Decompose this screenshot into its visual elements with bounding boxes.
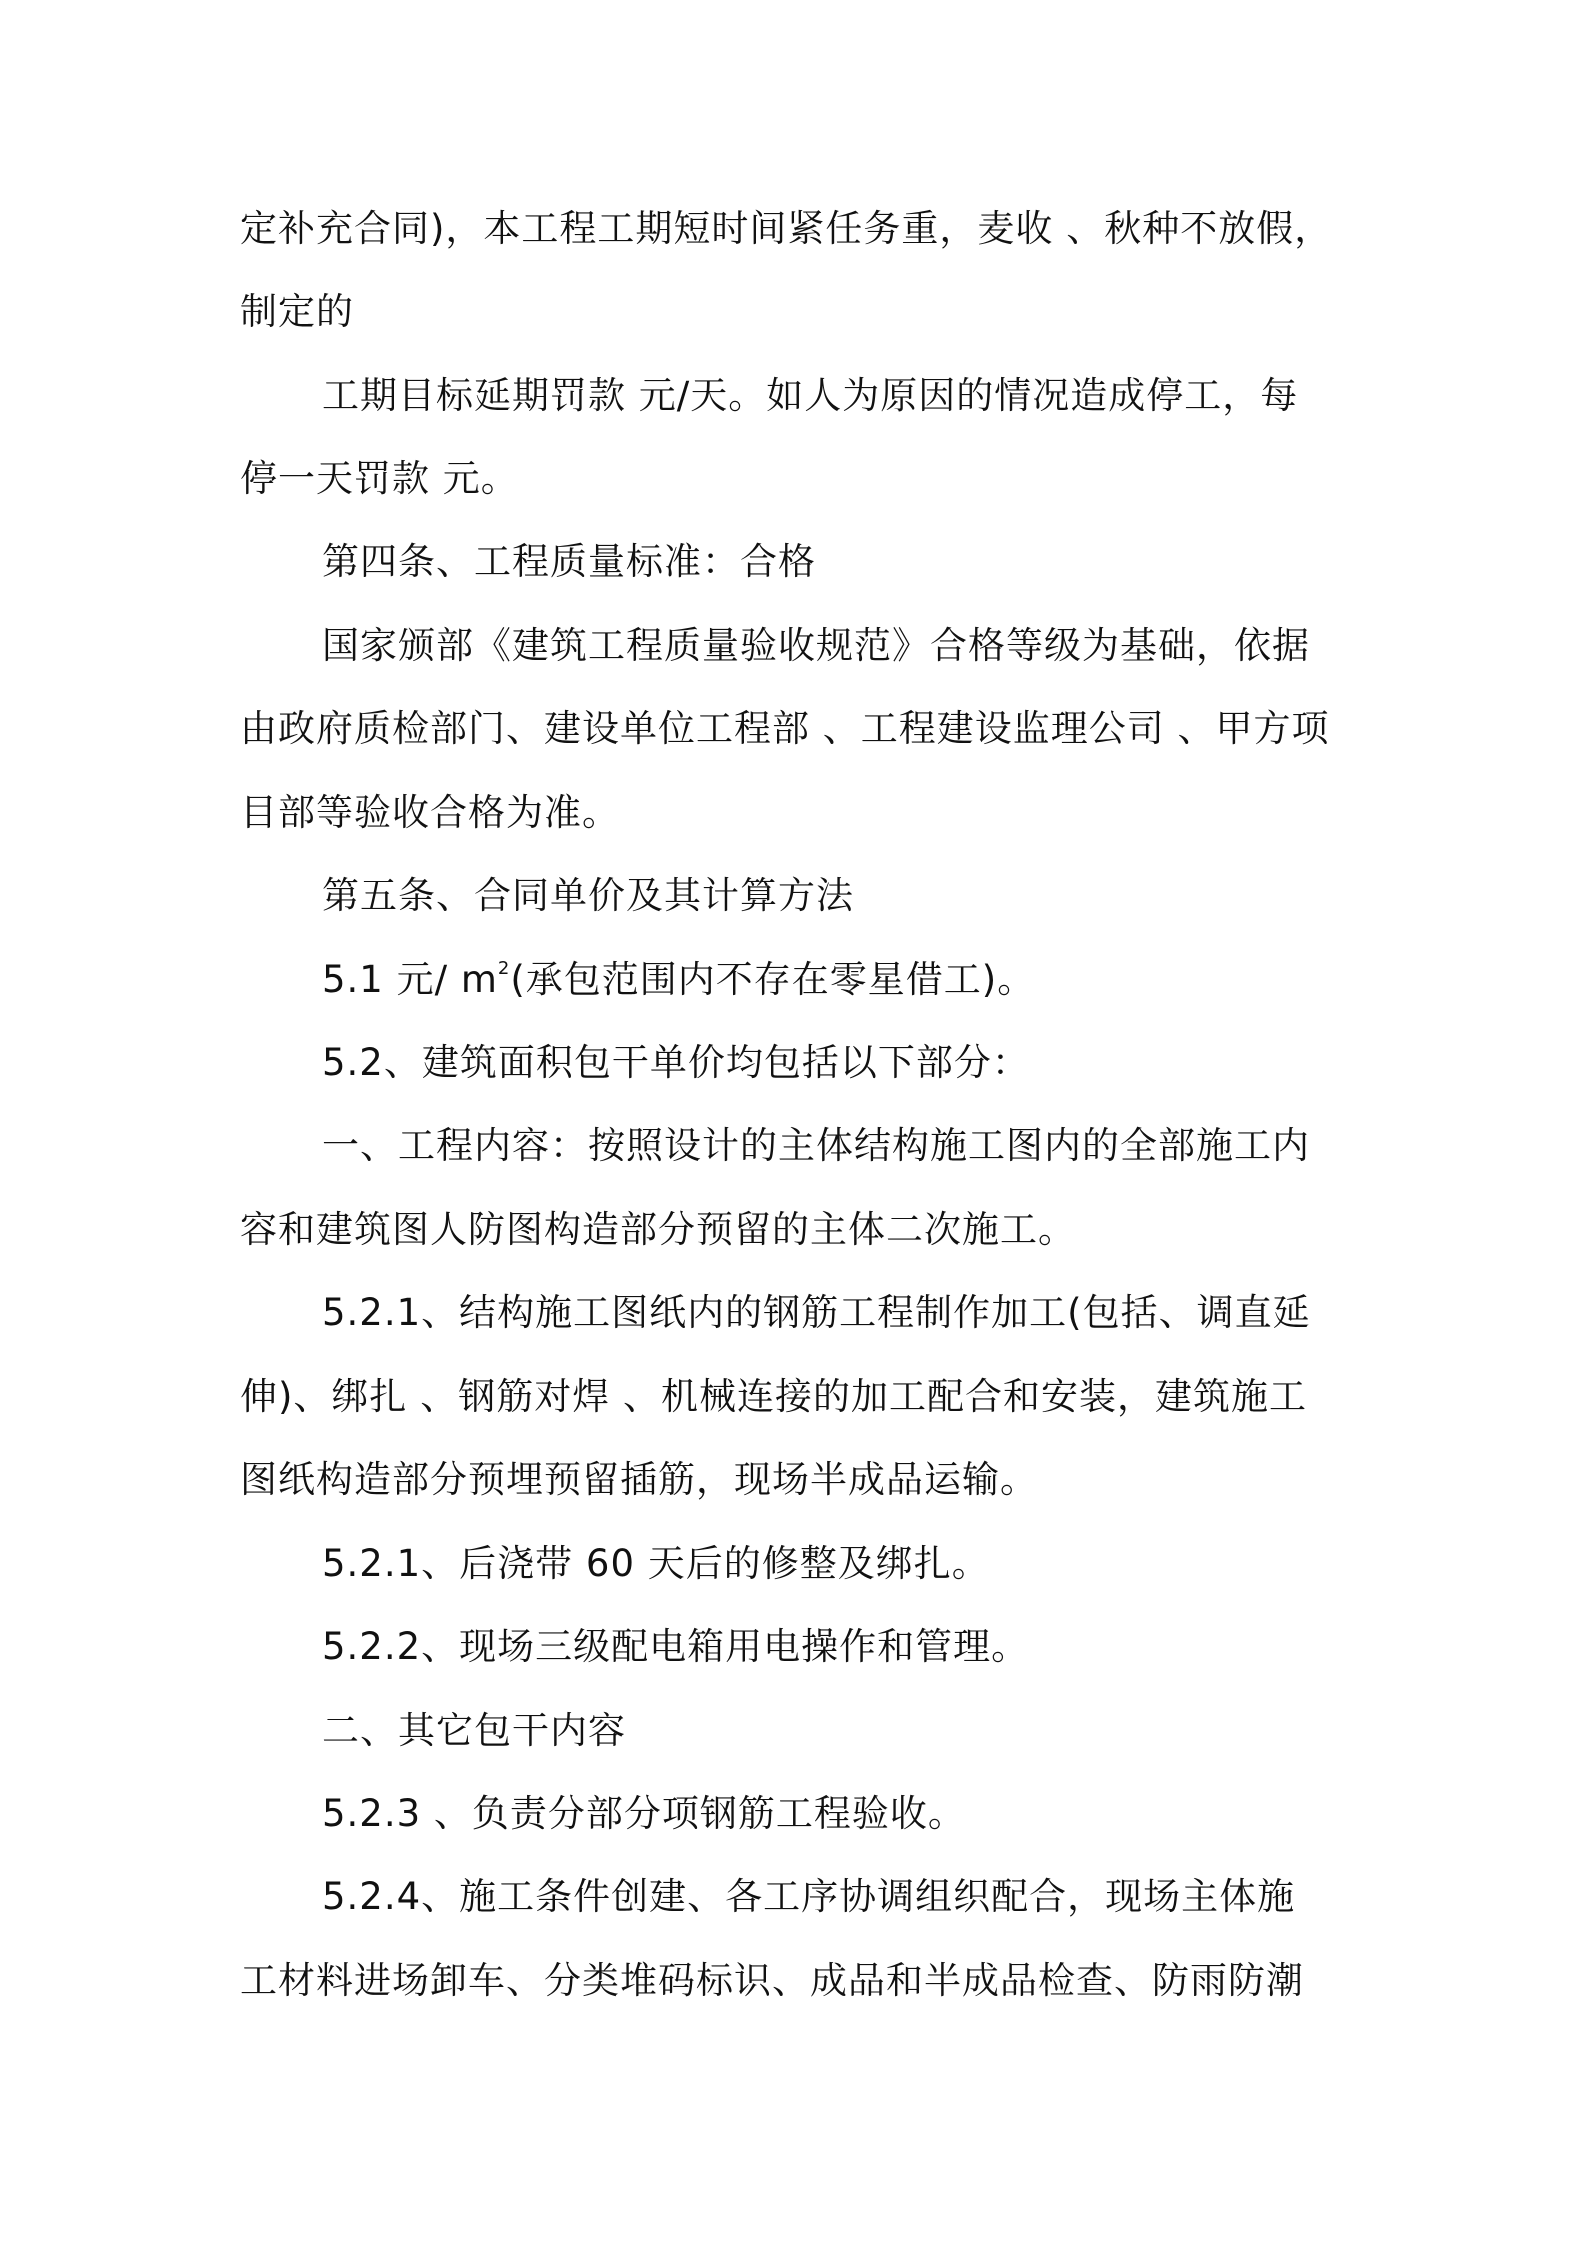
section-heading-4: 第四条、工程质量标准：合格 [322, 540, 816, 583]
text-line-1: 定补充合同)，本工程工期短时间紧任务重，麦收 、秋种不放假， [240, 207, 1333, 250]
text-line-19: 二、其它包干内容 [322, 1709, 626, 1752]
text-line-8: 目部等验收合格为准。 [240, 791, 620, 834]
text-line-6: 国家颁部《建筑工程质量验收规范》合格等级为基础，依据 [322, 624, 1310, 667]
unit-superscript: 2 [497, 958, 511, 979]
text-line-11: 5.2、建筑面积包干单价均包括以下部分： [322, 1041, 1030, 1084]
text-line-18: 5.2.2、现场三级配电箱用电操作和管理。 [322, 1625, 1030, 1668]
text-line-3: 工期目标延期罚款 元/天。如人为原因的情况造成停工，每 [322, 374, 1299, 417]
text-line-12: 一、工程内容：按照设计的主体结构施工图内的全部施工内 [322, 1124, 1310, 1167]
text-line-13: 容和建筑图人防图构造部分预留的主体二次施工。 [240, 1208, 1076, 1251]
text-line-17: 5.2.1、后浇带 60 天后的修整及绑扎。 [322, 1542, 990, 1585]
text-line-2: 制定的 [240, 290, 354, 333]
text-line-15: 伸)、绑扎 、钢筋对焊 、机械连接的加工配合和安装，建筑施工 [240, 1375, 1307, 1418]
section-heading-5: 第五条、合同单价及其计算方法 [322, 874, 854, 917]
text-line-16: 图纸构造部分预埋预留插筋，现场半成品运输。 [240, 1458, 1038, 1501]
text-line-10 [322, 956, 1035, 1004]
unit-price-note: (承包范围内不存在零星借工)。 [510, 958, 1036, 1001]
text-line-22: 工材料进场卸车、分类堆码标识、成品和半成品检查、防雨防潮 [240, 1959, 1304, 2002]
text-line-21: 5.2.4、施工条件创建、各工序协调组织配合，现场主体施 [322, 1875, 1296, 1918]
text-line-7: 由政府质检部门、建设单位工程部 、工程建设监理公司 、甲方项 [240, 707, 1330, 750]
text-line-14: 5.2.1、结构施工图纸内的钢筋工程制作加工(包括、调直延 [322, 1291, 1311, 1334]
unit-price-text: 5.1 元/ m [322, 958, 498, 1001]
text-line-20: 5.2.3 、负责分部分项钢筋工程验收。 [322, 1792, 966, 1835]
text-line-4: 停一天罚款 元。 [240, 457, 519, 500]
